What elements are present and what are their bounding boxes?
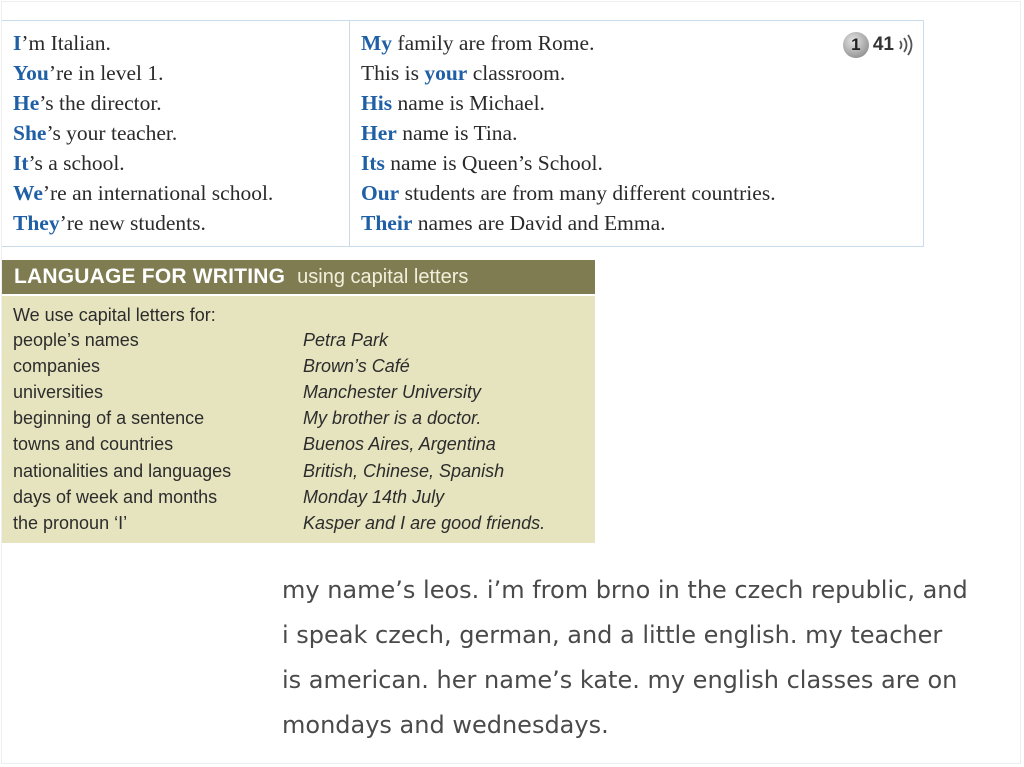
possessive-text: name is Michael. <box>392 91 545 115</box>
pronoun-text: ’s a school. <box>28 151 125 175</box>
possessive-line <box>361 30 594 56</box>
pronoun-line <box>13 60 163 86</box>
possessive-line <box>361 210 666 236</box>
pronoun-keyword: We <box>13 181 43 205</box>
rule-row <box>2 382 595 408</box>
pronoun-keyword: I <box>13 31 22 55</box>
possessive-keyword: Their <box>361 211 413 235</box>
possessive-keyword: Its <box>361 151 385 175</box>
capital-letters-box <box>2 294 595 543</box>
pronoun-line <box>13 30 111 56</box>
pronoun-keyword: It <box>13 151 29 175</box>
pronoun-text: ’m Italian. <box>21 31 111 55</box>
possessive-line <box>361 180 776 206</box>
pronoun-text: ’re new students. <box>59 211 206 235</box>
possessive-keyword: your <box>424 61 468 85</box>
pronoun-text: ’s the director. <box>39 91 162 115</box>
rule-row <box>2 487 595 513</box>
rule-example: Petra Park <box>303 330 389 350</box>
pronoun-keyword: She <box>13 121 47 145</box>
unit-number-circle: 1 <box>843 32 869 58</box>
pronoun-line <box>13 180 273 206</box>
section-subtitle: using capital letters <box>297 265 469 288</box>
possessive-keyword: His <box>361 91 393 115</box>
rule-example: British, Chinese, Spanish <box>303 461 505 481</box>
possessive-line <box>361 90 545 116</box>
possessive-text: family are from Rome. <box>392 31 595 55</box>
pronoun-keyword: You <box>13 61 49 85</box>
rule-example: Manchester University <box>303 382 482 402</box>
rule-category: people’s names <box>13 330 139 350</box>
rule-example: Monday 14th July <box>303 487 445 507</box>
possessive-line <box>361 60 565 86</box>
rule-example: Buenos Aires, Argentina <box>303 434 496 454</box>
rule-example: Kasper and I are good friends. <box>303 513 546 533</box>
rule-category: days of week and months <box>13 487 218 507</box>
pronoun-line <box>13 120 177 146</box>
pronoun-text: ’re an international school. <box>42 181 274 205</box>
rule-row <box>2 434 595 460</box>
rule-category: beginning of a sentence <box>13 408 205 428</box>
rule-row <box>2 408 595 434</box>
pronoun-line <box>13 150 125 176</box>
possessive-text: name is Tina. <box>396 121 518 145</box>
pronoun-keyword: He <box>13 91 40 115</box>
subject-pronouns-column <box>2 21 350 246</box>
possessive-text: names are David and Emma. <box>412 211 666 235</box>
rule-category: nationalities and languages <box>13 461 232 481</box>
rule-row <box>2 356 595 382</box>
possessive-adjectives-column <box>350 21 922 246</box>
possessive-line <box>361 150 603 176</box>
rule-category: the pronoun ‘I’ <box>13 513 128 533</box>
language-for-writing-header <box>2 260 595 294</box>
speaker-sound-icon <box>898 33 914 57</box>
pronoun-text: ’s your teacher. <box>46 121 178 145</box>
audio-track-badge[interactable] <box>843 32 914 58</box>
possessive-keyword: Her <box>361 121 397 145</box>
possessive-line <box>361 120 517 146</box>
pronoun-text: ’re in level 1. <box>48 61 164 85</box>
pronoun-line <box>13 90 162 116</box>
pronoun-table <box>2 20 924 247</box>
paragraph-line: is american. her name’s kate. my english classes are on <box>282 666 958 694</box>
paragraph-line: i speak czech, german, and a little english. my teacher <box>282 621 943 649</box>
rule-category: towns and countries <box>13 434 174 454</box>
possessive-keyword: My <box>361 31 393 55</box>
rule-example: My brother is a doctor. <box>303 408 482 428</box>
paragraph-line: my name’s leos. i’m from brno in the czech republic, and <box>282 576 968 604</box>
section-title: LANGUAGE FOR WRITING <box>14 265 286 288</box>
rule-row <box>2 461 595 487</box>
pronoun-keyword: They <box>13 211 60 235</box>
rule-example: Brown’s Café <box>303 356 410 376</box>
rule-row <box>2 513 595 539</box>
possessive-text: students are from many different countries. <box>399 181 776 205</box>
rule-category: universities <box>13 382 104 402</box>
possessive-text: classroom. <box>467 61 566 85</box>
rule-row <box>2 330 595 356</box>
possessive-text-before: This is <box>361 61 425 85</box>
possessive-keyword: Our <box>361 181 400 205</box>
pronoun-line <box>13 210 206 236</box>
possessive-text: name is Queen’s School. <box>384 151 603 175</box>
track-number: 41 <box>872 34 894 55</box>
rule-category: companies <box>13 356 101 376</box>
box-intro: We use capital letters for: <box>13 305 216 325</box>
paragraph-line: mondays and wednesdays. <box>282 711 609 739</box>
